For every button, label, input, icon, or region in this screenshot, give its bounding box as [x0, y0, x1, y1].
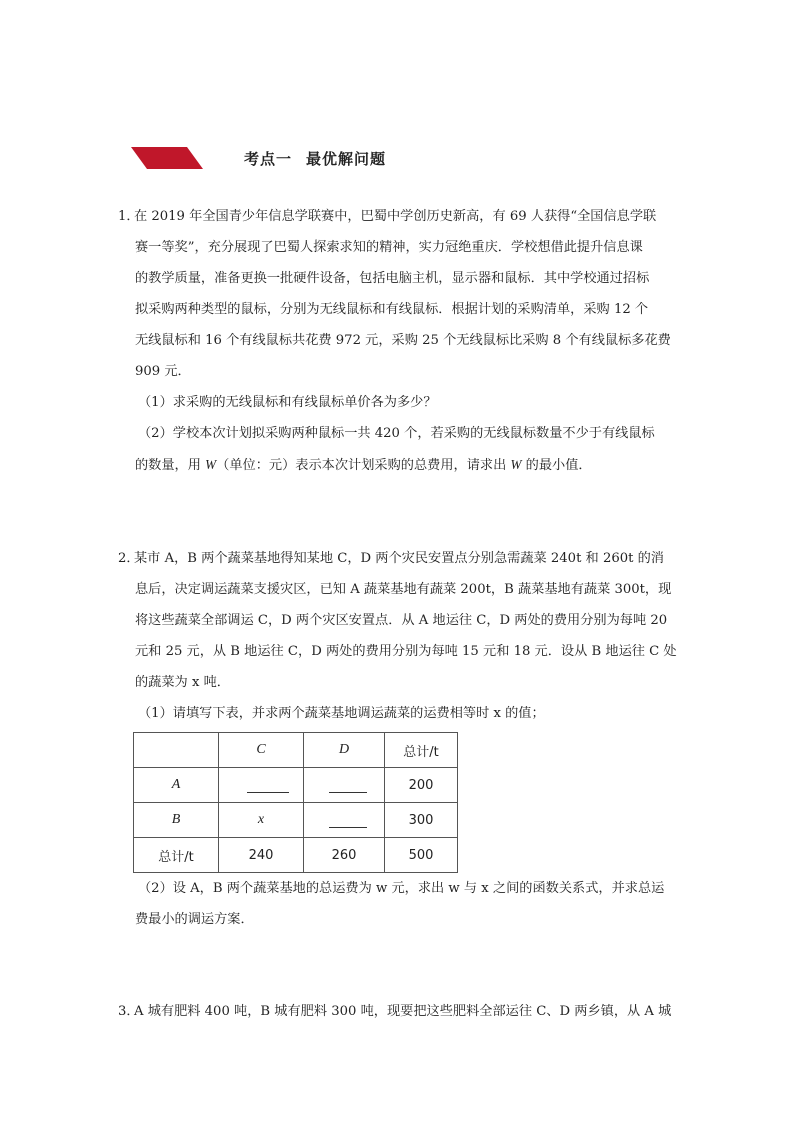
problem-text-line: 赛一等奖”，充分展现了巴蜀人探索求知的精神，实力冠绝重庆．学校想借此提升信息课 — [135, 240, 643, 255]
table-cell: A — [134, 768, 219, 803]
problem-number: 3． — [118, 1004, 140, 1019]
question-1: （1）请填写下表，并求两个蔬菜基地调运蔬菜的运费相等时 x 的值； — [138, 706, 545, 721]
problem-2-part-2 — [118, 873, 681, 935]
text-fragment: 的最小值． — [521, 458, 592, 473]
variable-w: W — [510, 457, 522, 472]
blank-line — [329, 813, 367, 828]
problem-1 — [118, 201, 681, 481]
question-2-cont — [118, 449, 681, 481]
question-1: （1）求采购的无线鼠标和有线鼠标单价各为多少？ — [138, 395, 437, 410]
problem-text-line: 的蔬菜为 x 吨． — [135, 675, 230, 690]
problem-number: 2． — [118, 551, 140, 566]
text-fragment: 的数量，用 — [135, 458, 206, 473]
table-cell: 260 — [304, 838, 385, 873]
transport-table — [133, 732, 458, 873]
table-cell: 200 — [385, 768, 458, 803]
fill-in-blank[interactable] — [219, 768, 304, 803]
fill-in-blank[interactable] — [304, 803, 385, 838]
problem-2 — [118, 543, 681, 729]
problem-text-line: 的教学质量，准备更换一批硬件设备，包括电脑主机，显示器和鼠标．其中学校通过招标 — [135, 271, 650, 286]
text-fragment: （单位：元）表示本次计划采购的总费用，请求出 — [216, 458, 511, 473]
table-cell: 240 — [219, 838, 304, 873]
problem-text-line: 将这些蔬菜全部调运 C，D 两个灾区安置点．从 A 地运往 C，D 两处的费用分别为每吨 20 — [135, 613, 668, 628]
fill-in-blank[interactable] — [304, 768, 385, 803]
table-cell: 总计/t — [134, 838, 219, 873]
table-row — [134, 768, 458, 803]
problem-text-line: 息后，决定调运蔬菜支援灾区，已知 A 蔬菜基地有蔬菜 200t，B 蔬菜基地有蔬菜 300t，现 — [135, 582, 672, 597]
variable-w: W — [205, 457, 217, 472]
table-cell: 总计/t — [385, 733, 458, 768]
blank-line — [329, 778, 367, 793]
table-cell: C — [219, 733, 304, 768]
question-2-cont: 费最小的调运方案． — [135, 912, 254, 927]
problem-3 — [118, 996, 681, 1027]
table-row — [134, 838, 458, 873]
table-header-row — [134, 733, 458, 768]
problem-text-line: 909 元． — [135, 364, 191, 379]
problem-text-line: 拟采购两种类型的鼠标，分别为无线鼠标和有线鼠标．根据计划的采购清单，采购 12 个 — [135, 302, 649, 317]
problem-text-line: A 城有肥料 400 吨，B 城有肥料 300 吨，现要把这些肥料全部运往 C、D 两乡镇，从 A 城 — [134, 1004, 672, 1019]
question-2: （2）设 A，B 两个蔬菜基地的总运费为 w 元，求出 w 与 x 之间的函数关系式，并求总运 — [138, 881, 665, 896]
problem-text-line: 元和 25 元，从 B 地运往 C，D 两处的费用分别为每吨 15 元和 18 元．设从 B 地运往 C 处 — [135, 644, 677, 659]
problem-text-line: 无线鼠标和 16 个有线鼠标共花费 972 元，采购 25 个无线鼠标比采购 8 个有线鼠标多花费 — [135, 333, 671, 348]
table-cell: 300 — [385, 803, 458, 838]
table-cell — [134, 733, 219, 768]
table-cell: D — [304, 733, 385, 768]
table-row — [134, 803, 458, 838]
section-label: 考点一 — [244, 150, 293, 168]
table-cell: 500 — [385, 838, 458, 873]
table-cell: x — [219, 803, 304, 838]
table-cell: B — [134, 803, 219, 838]
blank-line — [247, 778, 289, 793]
section-banner-shape — [131, 147, 203, 169]
problem-number: 1． — [118, 209, 140, 224]
section-title — [244, 148, 386, 169]
problem-text-line: 在 2019 年全国青少年信息学联赛中，巴蜀中学创历史新高，有 69 人获得“全国信息学联 — [134, 209, 657, 224]
section-name: 最优解问题 — [306, 150, 387, 168]
problem-text-line: 某市 A，B 两个蔬菜基地得知某地 C，D 两个灾民安置点分别急需蔬菜 240t 和 260t 的消 — [134, 551, 664, 566]
question-2: （2）学校本次计划拟采购两种鼠标一共 420 个，若采购的无线鼠标数量不少于有线鼠标 — [138, 426, 655, 441]
